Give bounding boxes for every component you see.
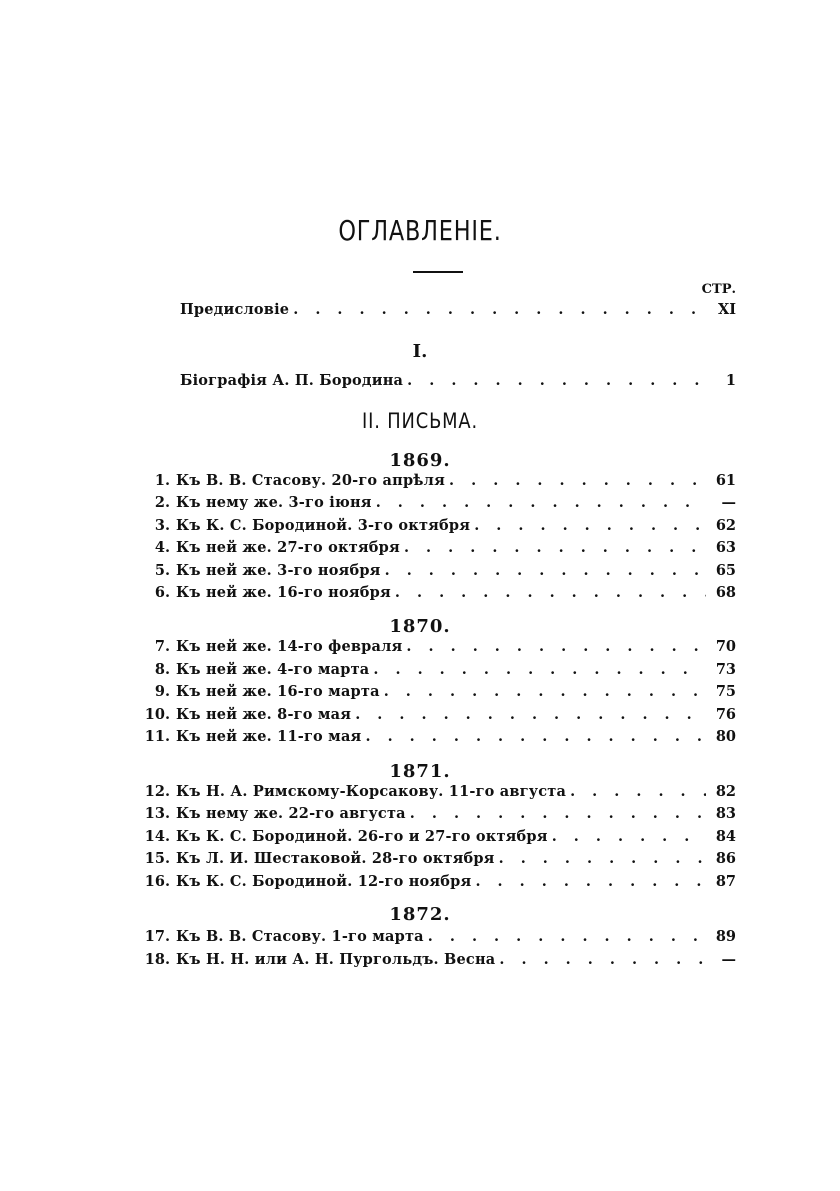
entry-page: 65	[715, 562, 736, 579]
toc-entry-letter[interactable]	[140, 638, 736, 662]
entry-number: 12.	[144, 783, 170, 800]
toc-entry-letter[interactable]	[140, 517, 736, 541]
entry-page: —	[721, 951, 736, 968]
entry-text: Къ ней же. 16-го марта	[176, 683, 380, 700]
part-one-numeral: I.	[412, 341, 428, 362]
toc-entry-letter[interactable]	[140, 783, 736, 807]
entry-text: Къ ней же. 14-го февраля	[176, 638, 403, 655]
entry-number: 7.	[154, 638, 170, 655]
year-heading-1871: 1871.	[389, 761, 451, 782]
toc-entry-letter[interactable]	[140, 951, 736, 975]
entry-page: 63	[715, 539, 736, 556]
entry-text: Къ К. С. Бородиной. 3-го октября	[176, 517, 471, 534]
toc-entry-letter[interactable]	[140, 584, 736, 608]
entry-number: 6.	[154, 584, 170, 601]
dot-leader	[365, 728, 706, 745]
entry-text: Къ В. В. Стасову. 1-го марта	[176, 928, 424, 945]
entry-number: 10.	[144, 706, 170, 723]
dot-leader	[406, 638, 706, 655]
dot-leader	[410, 805, 706, 822]
entry-page: 83	[715, 805, 736, 822]
toc-entry-letter[interactable]	[140, 828, 736, 852]
entry-page: 82	[715, 783, 736, 800]
entry-text: Къ нему же. 22-го августа	[176, 805, 406, 822]
entry-number: 13.	[144, 805, 170, 822]
dot-leader	[474, 517, 706, 534]
entry-number: 4.	[154, 539, 170, 556]
toc-entry-letter[interactable]	[140, 562, 736, 586]
toc-entry-letter[interactable]	[140, 928, 736, 952]
entry-page: 61	[715, 472, 736, 489]
entry-number: 8.	[154, 661, 170, 678]
page-column-label: СТР.	[701, 282, 736, 297]
toc-entry-letter[interactable]	[140, 539, 736, 563]
entry-text: Къ В. В. Стасову. 20-го апрѣля	[176, 472, 446, 489]
entry-page: —	[721, 494, 736, 511]
title-rule	[413, 271, 463, 273]
entry-number: 2.	[154, 494, 170, 511]
entry-text: Къ нему же. 3-го іюня	[176, 494, 372, 511]
toc-entry-letter[interactable]	[140, 873, 736, 897]
year-heading-1872: 1872.	[389, 904, 451, 925]
part-two-heading: II. ПИСЬМА.	[362, 409, 478, 433]
entry-page: 89	[715, 928, 736, 945]
entry-text: Къ К. С. Бородиной. 12-го ноября	[176, 873, 472, 890]
entry-page: XI	[717, 301, 736, 318]
dot-leader	[384, 683, 706, 700]
entry-page: 87	[715, 873, 736, 890]
dot-leader	[552, 828, 706, 845]
toc-entry-biography[interactable]	[180, 372, 736, 396]
entry-page: 1	[725, 372, 736, 389]
entry-number: 14.	[144, 828, 170, 845]
dot-leader	[407, 372, 706, 389]
page-title: ОГЛАВЛЕНІЕ.	[338, 214, 502, 247]
dot-leader	[395, 584, 706, 601]
entry-page: 76	[715, 706, 736, 723]
dot-leader	[385, 562, 706, 579]
toc-entry-letter[interactable]	[140, 472, 736, 496]
entry-number: 3.	[154, 517, 170, 534]
entry-page: 86	[715, 850, 736, 867]
toc-entry-letter[interactable]	[140, 706, 736, 730]
entry-page: 62	[715, 517, 736, 534]
entry-page: 75	[715, 683, 736, 700]
entry-number: 11.	[144, 728, 170, 745]
entry-number: 18.	[144, 951, 170, 968]
entry-text: Къ ней же. 8-го мая	[176, 706, 352, 723]
entry-text: Біографія А. П. Бородина	[180, 372, 404, 389]
entry-number: 1.	[154, 472, 170, 489]
dot-leader	[499, 951, 706, 968]
toc-entry-preface[interactable]	[180, 301, 736, 325]
dot-leader	[404, 539, 706, 556]
entry-number: 15.	[144, 850, 170, 867]
toc-entry-letter[interactable]	[140, 728, 736, 752]
entry-text: Къ Л. И. Шестаковой. 28-го октября	[176, 850, 495, 867]
entry-number: 9.	[154, 683, 170, 700]
entry-text: Предисловіе	[180, 301, 290, 318]
entry-text: Къ ней же. 3-го ноября	[176, 562, 381, 579]
dot-leader	[570, 783, 706, 800]
entry-page: 68	[715, 584, 736, 601]
dot-leader	[428, 928, 706, 945]
entry-page: 70	[715, 638, 736, 655]
toc-entry-letter[interactable]	[140, 661, 736, 685]
toc-entry-letter[interactable]	[140, 850, 736, 874]
entry-page: 84	[715, 828, 736, 845]
entry-page: 73	[715, 661, 736, 678]
entry-text: Къ Н. А. Римскому-Корсакову. 11-го августа	[176, 783, 567, 800]
dot-leader	[373, 661, 706, 678]
entry-page: 80	[715, 728, 736, 745]
toc-entry-letter[interactable]	[140, 494, 736, 518]
dot-leader	[449, 472, 706, 489]
year-heading-1869: 1869.	[389, 450, 451, 471]
entry-text: Къ ней же. 11-го мая	[176, 728, 362, 745]
year-heading-1870: 1870.	[389, 616, 451, 637]
dot-leader	[293, 301, 706, 318]
entry-text: Къ К. С. Бородиной. 26-го и 27-го октября	[176, 828, 548, 845]
entry-number: 17.	[144, 928, 170, 945]
dot-leader	[475, 873, 706, 890]
entry-text: Къ ней же. 27-го октября	[176, 539, 400, 556]
toc-entry-letter[interactable]	[140, 805, 736, 829]
entry-text: Къ ней же. 4-го марта	[176, 661, 370, 678]
dot-leader	[355, 706, 706, 723]
entry-number: 16.	[144, 873, 170, 890]
dot-leader	[376, 494, 706, 511]
entry-number: 5.	[154, 562, 170, 579]
entry-text: Къ ней же. 16-го ноября	[176, 584, 391, 601]
dot-leader	[499, 850, 706, 867]
toc-entry-letter[interactable]	[140, 683, 736, 707]
entry-text: Къ Н. Н. или А. Н. Пургольдъ. Весна	[176, 951, 496, 968]
